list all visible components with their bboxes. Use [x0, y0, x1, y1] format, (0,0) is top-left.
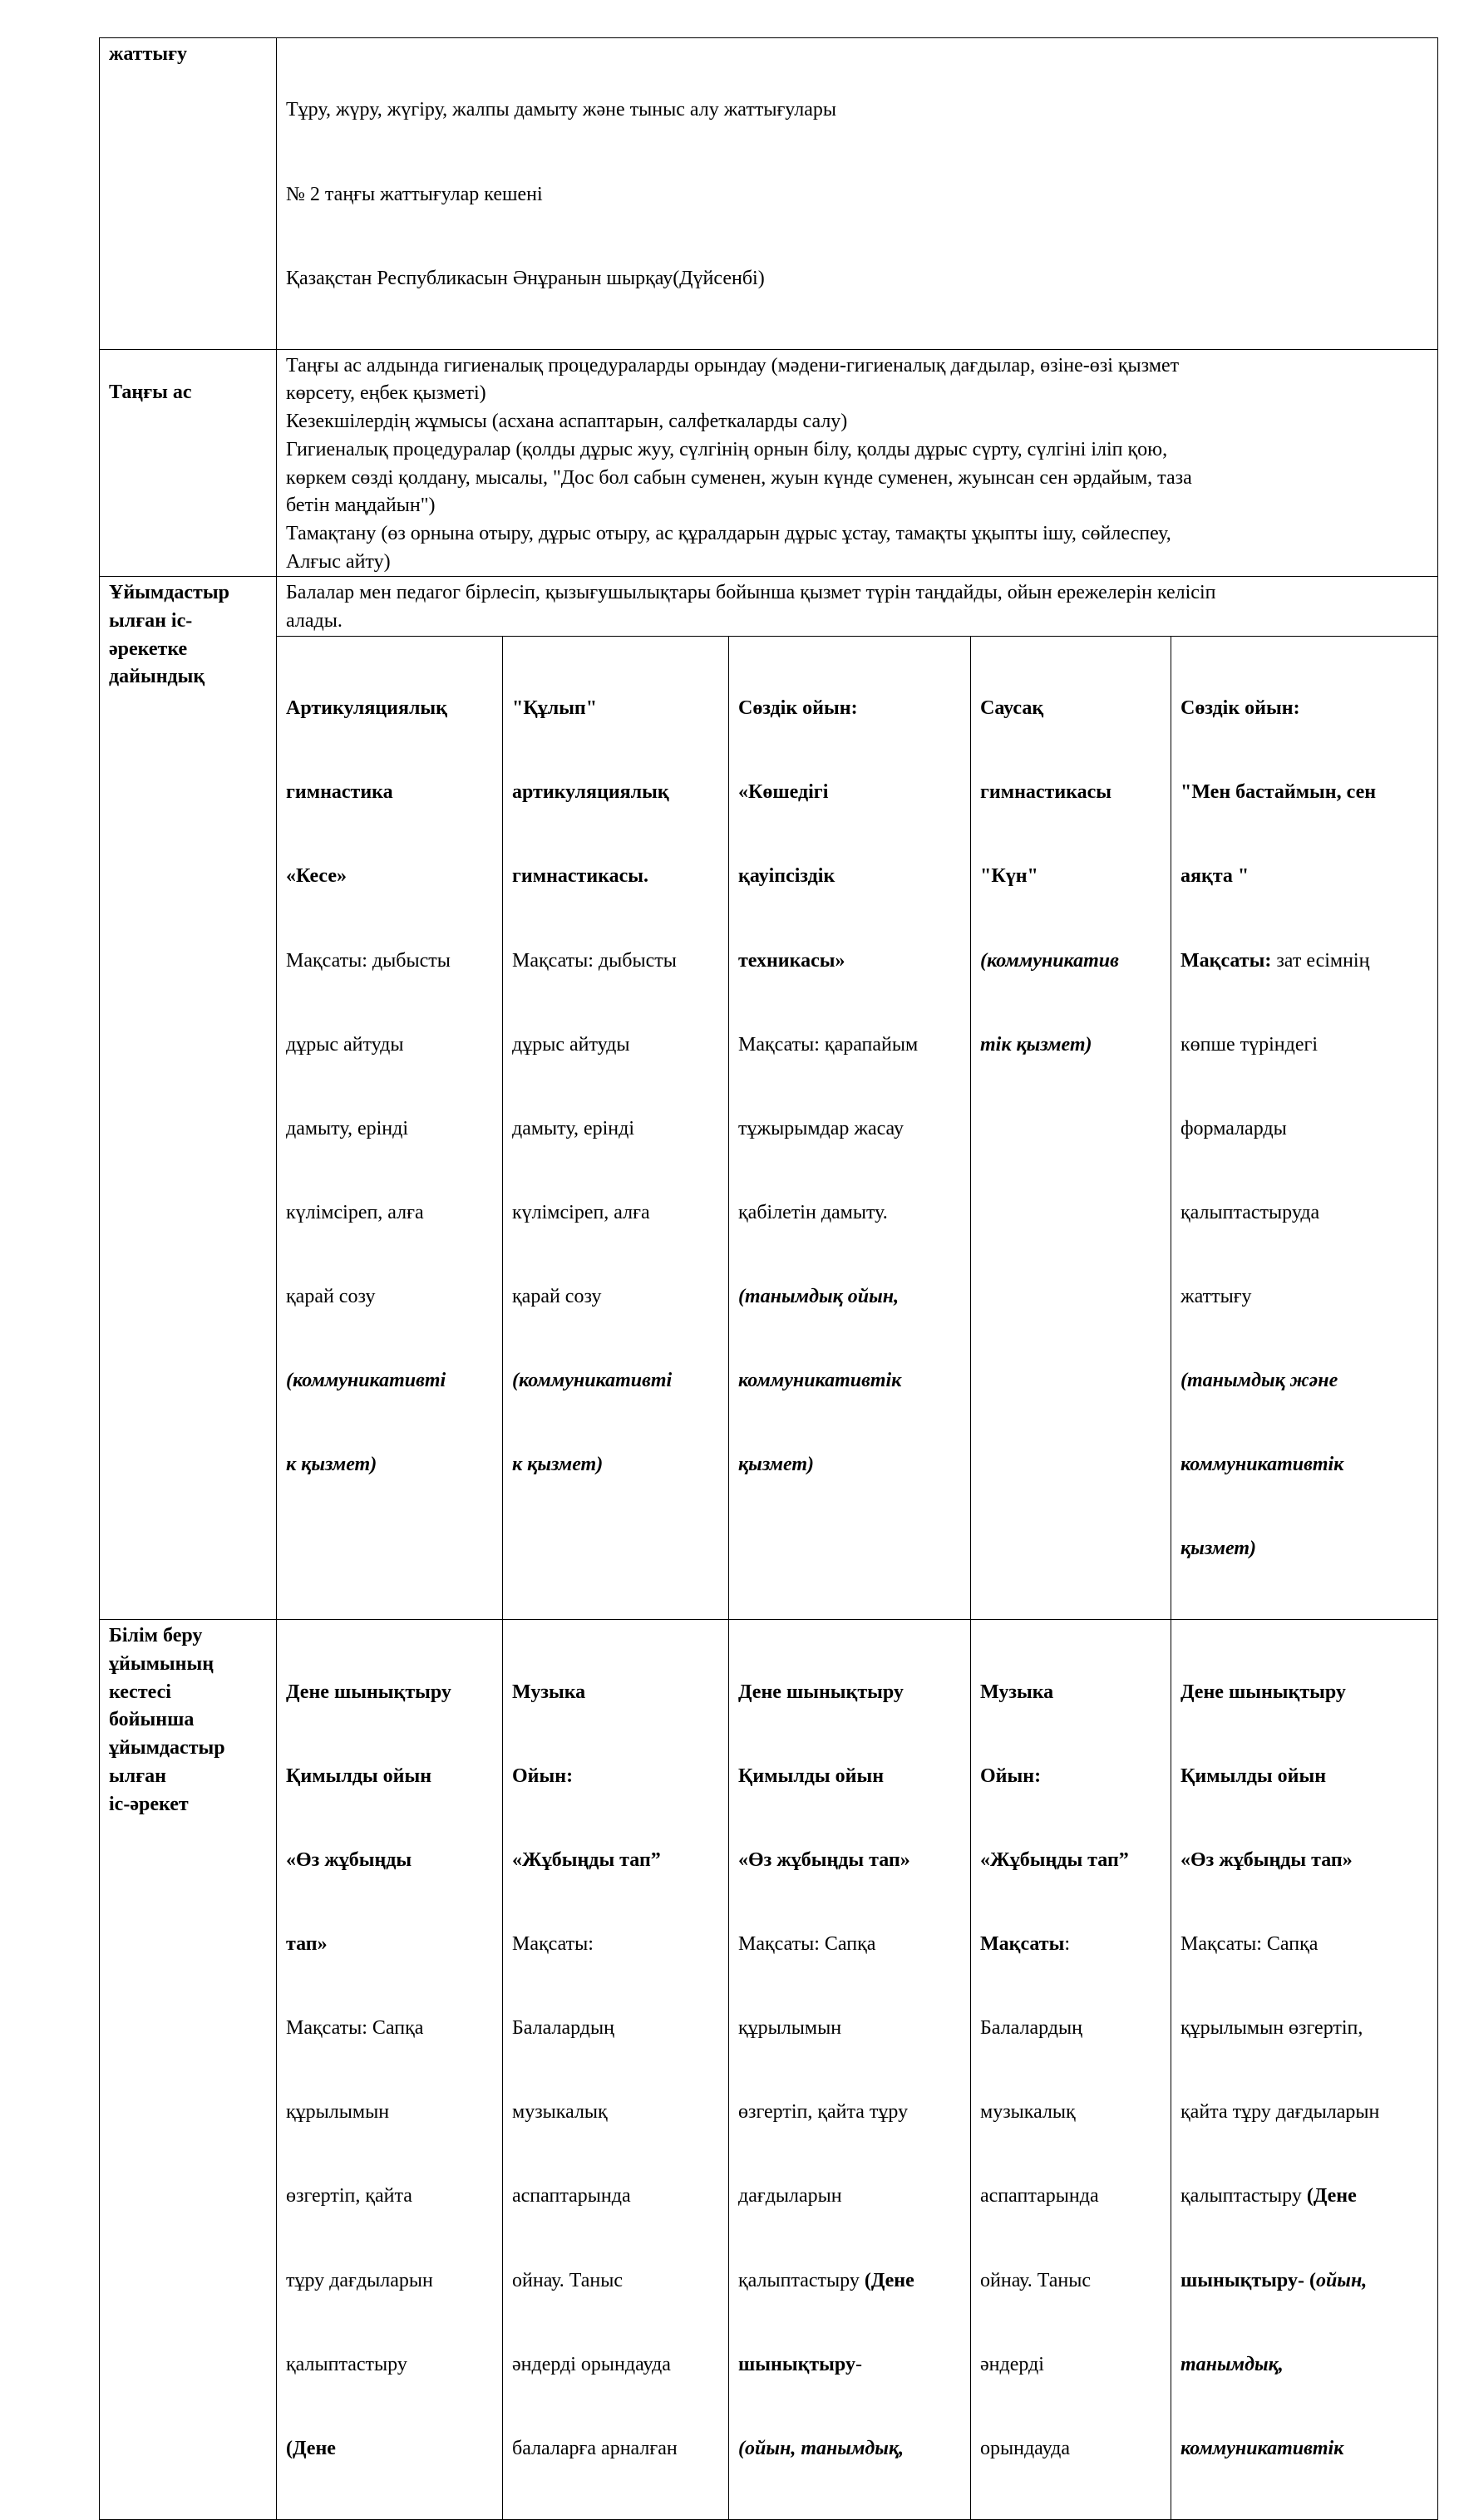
goal-line: көпше түріндегі [1181, 1033, 1319, 1056]
goal-line: Мақсаты: Сапқа [1181, 1933, 1319, 1956]
mixed-line [1181, 2183, 1429, 2211]
goal-line: қабілетін дамыту. [738, 1201, 888, 1223]
title-line: Саусақ [980, 697, 1044, 720]
label-text: Білім беру [109, 1625, 203, 1647]
label-text: кестесі [109, 1681, 171, 1703]
goal-line: Балалардың [512, 2017, 614, 2040]
title-line: «Көшедігі [738, 781, 829, 804]
goal-line: орындауда [980, 2437, 1070, 2459]
tag-line: (Дене [286, 2437, 336, 2459]
goal-line: музыкалық [512, 2101, 608, 2124]
title-line: Музыка [512, 1681, 586, 1703]
text-line: Гигиеналық процедуралар (қолды дұрыс жуу, сүлгінің орнын білу, қолды дұрыс сүрту, сүлгіні іліп қою, [286, 438, 1168, 460]
goal-text: - [855, 2353, 862, 2375]
title-line: Дене шынықтыру [738, 1681, 904, 1703]
schedule-day-2 [503, 1620, 729, 2520]
tag-text: (Дене [1306, 2185, 1357, 2207]
schedule-day-5 [1171, 1620, 1438, 2520]
text-line: Таңғы ас алдында гигиеналық процедураларды орындау (мәдени-гигиеналық дағдылар, өзіне-өзі қызмет [286, 354, 1180, 377]
goal-line: дұрыс айтуды [512, 1033, 630, 1056]
prep-day-5 [1171, 636, 1438, 1620]
tag-line: тік қызмет) [980, 1033, 1092, 1056]
label-text: дайындық [109, 666, 205, 688]
schedule-table [99, 37, 1438, 2520]
prep-day-3 [729, 636, 971, 1620]
goal-label: Мақсаты [980, 1933, 1065, 1956]
mixed-line [1181, 2267, 1429, 2296]
goal-line: дамыту, ерінді [286, 1117, 408, 1139]
goal-line-first [980, 1931, 1162, 1959]
goal-line: қайта тұру дағдыларын [1181, 2101, 1380, 2124]
goal-line: әндерді [980, 2353, 1044, 2375]
title-line: "Күн" [980, 865, 1038, 888]
text-line: Тұру, жүру, жүгіру, жалпы дамыту және тыныс алу жаттығулары [286, 99, 836, 121]
goal-line: балаларға арналған [512, 2437, 678, 2459]
goal-line: аспаптарында [980, 2185, 1099, 2207]
goal-line: Балалардың [980, 2017, 1082, 2040]
row-prep-days [100, 636, 1438, 1620]
goal-line: құрылымын [286, 2101, 390, 2124]
goal-line: өзгертіп, қайта [286, 2185, 412, 2207]
tag-text: шынықтыру [738, 2353, 855, 2375]
tag-line: қызмет) [738, 1454, 815, 1476]
label-text: ылған іс- [109, 610, 193, 632]
prep-day-1 [277, 636, 503, 1620]
title-line: «Өз жұбыңды [286, 1849, 412, 1871]
prep-day-4 [971, 636, 1171, 1620]
text-line: Кезекшілердің жұмысы (асхана аспаптарын, салфеткаларды салу) [286, 411, 848, 433]
row-prep-intro [100, 577, 1438, 636]
goal-line: дұрыс айтуды [286, 1033, 404, 1056]
title-line: Дене шынықтыру [286, 1681, 451, 1703]
exercise-content [277, 38, 1438, 350]
tag-line: қызмет) [1181, 1538, 1257, 1560]
goal-text: зат есімнің [1271, 949, 1370, 972]
title-line: тап» [286, 1933, 328, 1956]
title-line: артикуляциялық [512, 781, 669, 804]
goal-line: музыкалық [980, 2101, 1076, 2124]
goal-line: формаларды [1181, 1117, 1287, 1139]
text-line: көрсету, еңбек қызметі) [286, 382, 486, 405]
title-line: «Жұбыңды тап” [512, 1849, 661, 1871]
title-line: Сөздік ойын: [738, 697, 858, 720]
goal-line: тұжырымдар жасау [738, 1117, 904, 1139]
goal-line: Мақсаты: қарапайым [738, 1033, 919, 1056]
title-line: «Өз жұбыңды тап» [738, 1849, 910, 1871]
goal-line: Мақсаты: дыбысты [512, 949, 677, 972]
tag-line: (коммуникативті [512, 1370, 673, 1392]
title-line: Ойын: [980, 1764, 1042, 1787]
text-line: Алғыс айту) [286, 550, 391, 573]
title-line: Қимылды ойын [1181, 1764, 1327, 1787]
goal-line: аспаптарында [512, 2185, 631, 2207]
goal-line: тұру дағдыларын [286, 2269, 433, 2291]
tag-text: ойын, [1315, 2269, 1368, 2291]
title-line: "Құлып" [512, 697, 598, 720]
schedule-day-3 [729, 1620, 971, 2520]
title-line: техникасы» [738, 949, 845, 972]
label-text: ұйымының [109, 1653, 214, 1676]
schedule-day-1 [277, 1620, 503, 2520]
goal-line: құрылымын [738, 2017, 842, 2040]
goal-line-first [1181, 947, 1429, 976]
goal-line: дамыту, ерінді [512, 1117, 634, 1139]
goal-line: жаттығу [1181, 1285, 1252, 1307]
goal-text: қалыптастыру [1181, 2185, 1307, 2207]
title-line: қауіпсіздік [738, 865, 835, 888]
text-line: Балалар мен педагог бірлесіп, қызығушылықтары бойынша қызмет түрін таңдайды, ойын ережелерін келісіп [286, 582, 1216, 604]
label-text: бойынша [109, 1709, 195, 1731]
goal-text: : [1064, 1933, 1071, 1956]
title-line: Дене шынықтыру [1181, 1681, 1346, 1703]
label-text: әрекетке [109, 637, 188, 660]
tag-line: коммуникативтік [1181, 1454, 1344, 1476]
title-line: «Кесе» [286, 865, 347, 888]
row-label-schedule [100, 1620, 277, 2520]
title-line: аяқта " [1181, 865, 1250, 888]
tag-line: (коммуникативті [286, 1370, 446, 1392]
text-line: № 2 таңғы жаттығулар кешені [286, 183, 543, 205]
goal-line: қарай созу [286, 1285, 376, 1307]
goal-line: Мақсаты: Сапқа [738, 1933, 876, 1956]
goal-label: Мақсаты: [1181, 949, 1272, 972]
goal-line: ойнау. Таныс [512, 2269, 624, 2291]
title-line: гимнастика [286, 781, 393, 804]
tag-line: коммуникативтік [738, 1370, 902, 1392]
label-text: іс-әрекет [109, 1793, 189, 1815]
tag-line: (танымдық және [1181, 1370, 1338, 1392]
tag-line: танымдық, [1181, 2353, 1284, 2375]
title-line: гимнастикасы. [512, 865, 649, 888]
mixed-line [738, 2351, 962, 2380]
row-label-prep [100, 577, 277, 1620]
goal-line: дағдыларын [738, 2185, 842, 2207]
text-line: бетін маңдайын") [286, 495, 436, 517]
row-breakfast [100, 349, 1438, 577]
tag-text: (Дене [864, 2269, 914, 2291]
title-line: гимнастикасы [980, 781, 1112, 804]
goal-line: Мақсаты: [512, 1933, 594, 1956]
label-text: Таңғы ас [109, 381, 192, 403]
goal-line: қарай созу [512, 1285, 602, 1307]
prep-intro [277, 577, 1438, 636]
title-line: Қимылды ойын [738, 1764, 885, 1787]
breakfast-content [277, 349, 1438, 577]
goal-line: күлімсіреп, алға [286, 1201, 424, 1223]
label-text: ылған [109, 1764, 166, 1787]
tag-line: коммуникативтік [1181, 2437, 1344, 2459]
text-line: алады. [286, 610, 343, 632]
goal-line: күлімсіреп, алға [512, 1201, 650, 1223]
schedule-day-4 [971, 1620, 1171, 2520]
goal-line: Мақсаты: дыбысты [286, 949, 451, 972]
row-exercise [100, 38, 1438, 350]
goal-line: өзгертіп, қайта тұру [738, 2101, 909, 2124]
goal-text: қалыптастыру [738, 2269, 865, 2291]
text-line: Қазақстан Республикасын Әнұранын шырқау(Дүйсенбі) [286, 267, 765, 289]
goal-line: Мақсаты: Сапқа [286, 2017, 424, 2040]
title-line: "Мен бастаймын, сен [1181, 781, 1377, 804]
tag-text: шынықтыру- ( [1181, 2269, 1316, 2291]
title-line: Артикуляциялық [286, 697, 447, 720]
goal-line: әндерді орындауда [512, 2353, 671, 2375]
title-line: «Өз жұбыңды тап» [1181, 1849, 1353, 1871]
label-text: Ұйымдастыр [109, 582, 229, 604]
title-line: Музыка [980, 1681, 1054, 1703]
text-line: көркем сөзді қолдану, мысалы, "Дос бол сабын суменен, жуын күнде суменен, жуынсан сен әрдайым, таза [286, 466, 1192, 489]
goal-line: ойнау. Таныс [980, 2269, 1092, 2291]
goal-line: қалыптастыру [286, 2353, 407, 2375]
row-label-exercise [100, 38, 277, 350]
title-line: «Жұбыңды тап” [980, 1849, 1129, 1871]
row-label-breakfast [100, 349, 277, 577]
goal-line: құрылымын өзгертіп, [1181, 2017, 1363, 2040]
title-line: Қимылды ойын [286, 1764, 432, 1787]
label-text: ұйымдастыр [109, 1737, 225, 1760]
tag-line: к қызмет) [286, 1454, 377, 1476]
tag-line: к қызмет) [512, 1454, 604, 1476]
goal-line: қалыптастыруда [1181, 1201, 1320, 1223]
row-schedule [100, 1620, 1438, 2520]
title-line: Сөздік ойын: [1181, 697, 1300, 720]
prep-day-2 [503, 636, 729, 1620]
tag-line: (танымдық ойын, [738, 1285, 900, 1307]
text-line: Тамақтану (өз орнына отыру, дұрыс отыру, ас құралдарын дұрыс ұстау, тамақты ұқыпты ішу, сөйлеспеу, [286, 522, 1171, 544]
label-text: жаттығу [109, 43, 187, 65]
title-line: Ойын: [512, 1764, 574, 1787]
tag-line: (ойын, танымдық, [738, 2437, 904, 2459]
tag-line: (коммуникатив [980, 949, 1119, 972]
mixed-line [738, 2267, 962, 2296]
